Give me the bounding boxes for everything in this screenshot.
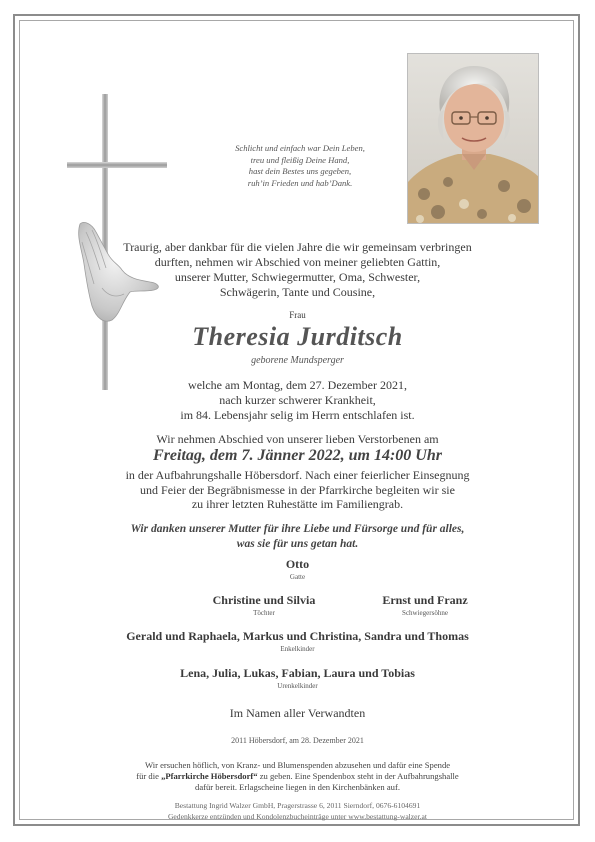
mourner-sons-in-law xyxy=(325,593,525,617)
place-date: 2011 Höbersdorf, am 28. Dezember 2021 xyxy=(231,736,364,745)
thanks-text xyxy=(0,522,595,551)
donation-line: Wir ersuchen höflich, von Kranz- und Blumenspenden abzusehen und dafür eine Spende xyxy=(144,760,451,770)
mourner-role: Urenkelkinder xyxy=(277,682,318,690)
mourner-role: Töchter xyxy=(253,609,275,617)
mourner-names: Lena, Julia, Lukas, Fabian, Laura und Tobias xyxy=(180,666,415,680)
intro-line: durften, nehmen wir Abschied von meiner geliebten Gattin, xyxy=(154,255,441,269)
intro-line: unserer Mutter, Schwiegermutter, Oma, Schwester, xyxy=(174,270,421,284)
donation-request xyxy=(0,760,595,793)
verse-line: Schlicht und einfach war Dein Leben, xyxy=(235,143,365,153)
portrait-photo xyxy=(407,53,539,224)
donation-recipient: „Pfarrkirche Höbersdorf“ xyxy=(161,771,258,781)
footer-line: Gedenkkerze entzünden und Kondolenzbucheinträge unter www.bestattung-walzer.at xyxy=(167,811,428,821)
death-notice-line: nach kurzer schwerer Krankheit, xyxy=(219,393,376,407)
mourner-names: Gerald und Raphaela, Markus und Christina, Sandra und Thomas xyxy=(126,629,469,643)
donation-text: für die xyxy=(136,771,162,781)
mourner-husband xyxy=(0,557,595,581)
intro-text xyxy=(0,240,595,300)
mourner-role: Enkelkinder xyxy=(280,645,315,653)
funeral-details-line: und Feier der Begräbnismesse in der Pfarrkirche begleiten wir sie xyxy=(140,482,455,497)
funeral-date: Freitag, dem 7. Jänner 2022, um 14:00 Uhr xyxy=(153,447,442,464)
mourner-great-grandchildren xyxy=(0,666,595,690)
salutation: Frau xyxy=(289,310,306,320)
mourner-names: Ernst und Franz xyxy=(382,593,468,607)
intro-line: Schwägerin, Tante und Cousine, xyxy=(219,285,376,299)
thanks-line: was sie für uns getan hat. xyxy=(236,537,359,550)
funeral-details-line: zu ihrer letzten Ruhestätte im Familiengrab. xyxy=(191,497,404,512)
death-notice-line: welche am Montag, dem 27. Dezember 2021, xyxy=(188,378,407,392)
maiden-name: geborene Mundsperger xyxy=(251,355,344,366)
verse-line: treu und fleißig Deine Hand, xyxy=(250,154,350,165)
funeral-home-footer xyxy=(0,801,595,822)
funeral-details-line: in der Aufbahrungshalle Höbersdorf. Nach einer feierlicher Einsegnung xyxy=(125,468,470,482)
relatives-line: Im Namen aller Verwandten xyxy=(229,706,366,720)
mourner-role: Gatte xyxy=(289,573,306,581)
death-notice-line: im 84. Lebensjahr selig im Herrn entschlafen ist. xyxy=(180,408,415,422)
mourner-names: Christine und Silvia xyxy=(212,593,316,607)
deceased-name: Theresia Jurditsch xyxy=(192,322,403,351)
verse-line: hast dein Bestes uns gegeben, xyxy=(248,166,352,176)
mourner-grandchildren xyxy=(0,629,595,653)
mourner-role: Schwiegersöhne xyxy=(402,609,448,617)
verse-line: ruh’in Frieden und hab’Dank. xyxy=(247,177,353,188)
donation-text: zu geben. Eine Spendenbox steht in der Aufbahrungshalle xyxy=(257,771,459,781)
mourner-names: Otto xyxy=(285,557,310,571)
death-notice xyxy=(0,378,595,423)
donation-line: dafür bereit. Erlagscheine liegen in den Kirchenbänken auf. xyxy=(195,782,400,792)
poem-verse xyxy=(205,143,395,189)
funeral-intro: Wir nehmen Abschied von unserer lieben Verstorbenen am xyxy=(156,432,439,446)
thanks-line: Wir danken unserer Mutter für ihre Liebe und Fürsorge und für alles, xyxy=(130,523,465,535)
footer-line: Bestattung Ingrid Walzer GmbH, Pragerstrasse 6, 2011 Sierndorf, 0676-6104691 xyxy=(174,801,421,810)
donation-line xyxy=(0,771,595,782)
intro-line: Traurig, aber dankbar für die vielen Jahre die wir gemeinsam verbringen xyxy=(123,240,472,254)
funeral-details xyxy=(0,468,595,512)
